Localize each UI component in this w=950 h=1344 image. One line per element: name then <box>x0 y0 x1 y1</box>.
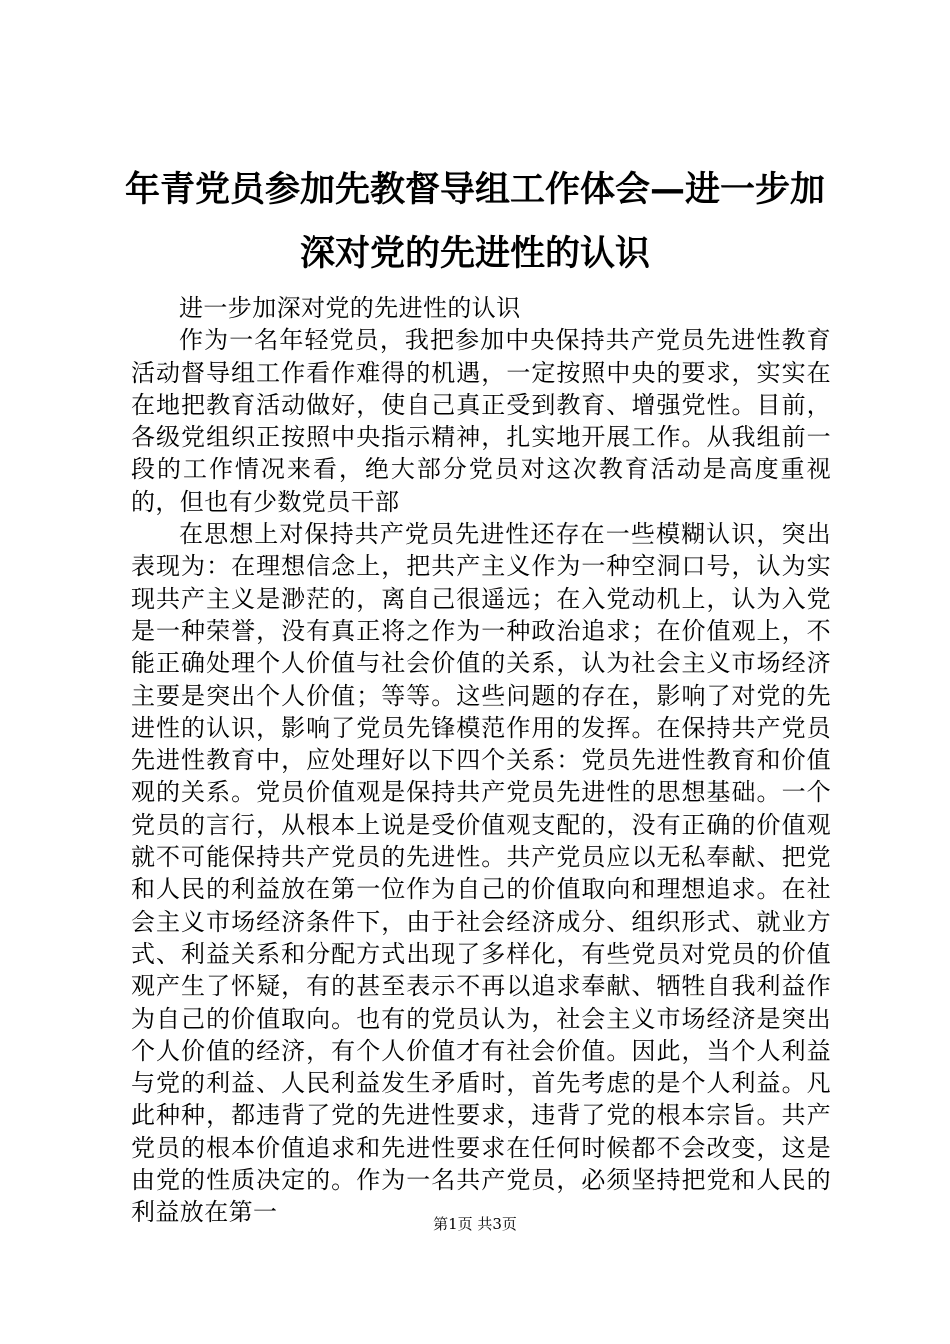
body-paragraph: 在思想上对保持共产党员先进性还存在一些模糊认识，突出表现为：在理想信念上，把共产主义作为一种空洞口号，认为实现共产主义是渺茫的，离自己很遥远；在入党动机上，认为入党是一种荣誉，没有真正将之作为一种政治追求；在价值观上，不能正确处理个人价值与社会价值的关系，认为社会主义市场经济主要是突出个人价值；等等。这些问题的存在，影响了对党的先进性的认识，影响了党员先锋模范作用的发挥。在保持共产党员先进性教育中，应处理好以下四个关系：党员先进性教育和价值观的关系。党员价值观是保持共产党员先进性的思想基础。一个党员的言行，从根本上说是受价值观支配的，没有正确的价值观就不可能保持共产党员的先进性。共产党员应以无私奉献、把党和人民的利益放在第一位作为自己的价值取向和理想追求。在社会主义市场经济条件下，由于社会经济成分、组织形式、就业方式、利益关系和分配方式出现了多样化，有些党员对党员的价值观产生了怀疑，有的甚至表示不再以追求奉献、牺牲自我利益作为自己的价值取向。也有的党员认为，社会主义市场经济是突出个人价值的经济，有个人价值才有社会价值。因此，当个人利益与党的利益、人民利益发生矛盾时，首先考虑的是个人利益。凡此种种，都违背了党的先进性要求，违背了党的根本宗旨。共产党员的根本价值追求和先进性要求在任何时候都不会改变，这是由党的性质决定的。作为一名共产党员，必须坚持把党和人民的利益放在第一 <box>131 520 831 1227</box>
document-body <box>131 292 831 1229</box>
document-title: 年青党员参加先教督导组工作体会—进一步加深对党的先进性的认识 <box>124 170 825 274</box>
page-footer: 第1页 共3页 <box>433 1215 517 1233</box>
subtitle-paragraph: 进一步加深对党的先进性的认识 <box>179 294 521 322</box>
body-paragraph: 作为一名年轻党员，我把参加中央保持共产党员先进性教育活动督导组工作看作难得的机遇，一定按照中央的要求，实实在在地把教育活动做好，使自己真正受到教育、增强党性。目前，各级党组织正按照中央指示精神，扎实地开展工作。从我组前一段的工作情况来看，绝大部分党员对这次教育活动是高度重视的，但也有少数党员干部 <box>131 326 831 516</box>
